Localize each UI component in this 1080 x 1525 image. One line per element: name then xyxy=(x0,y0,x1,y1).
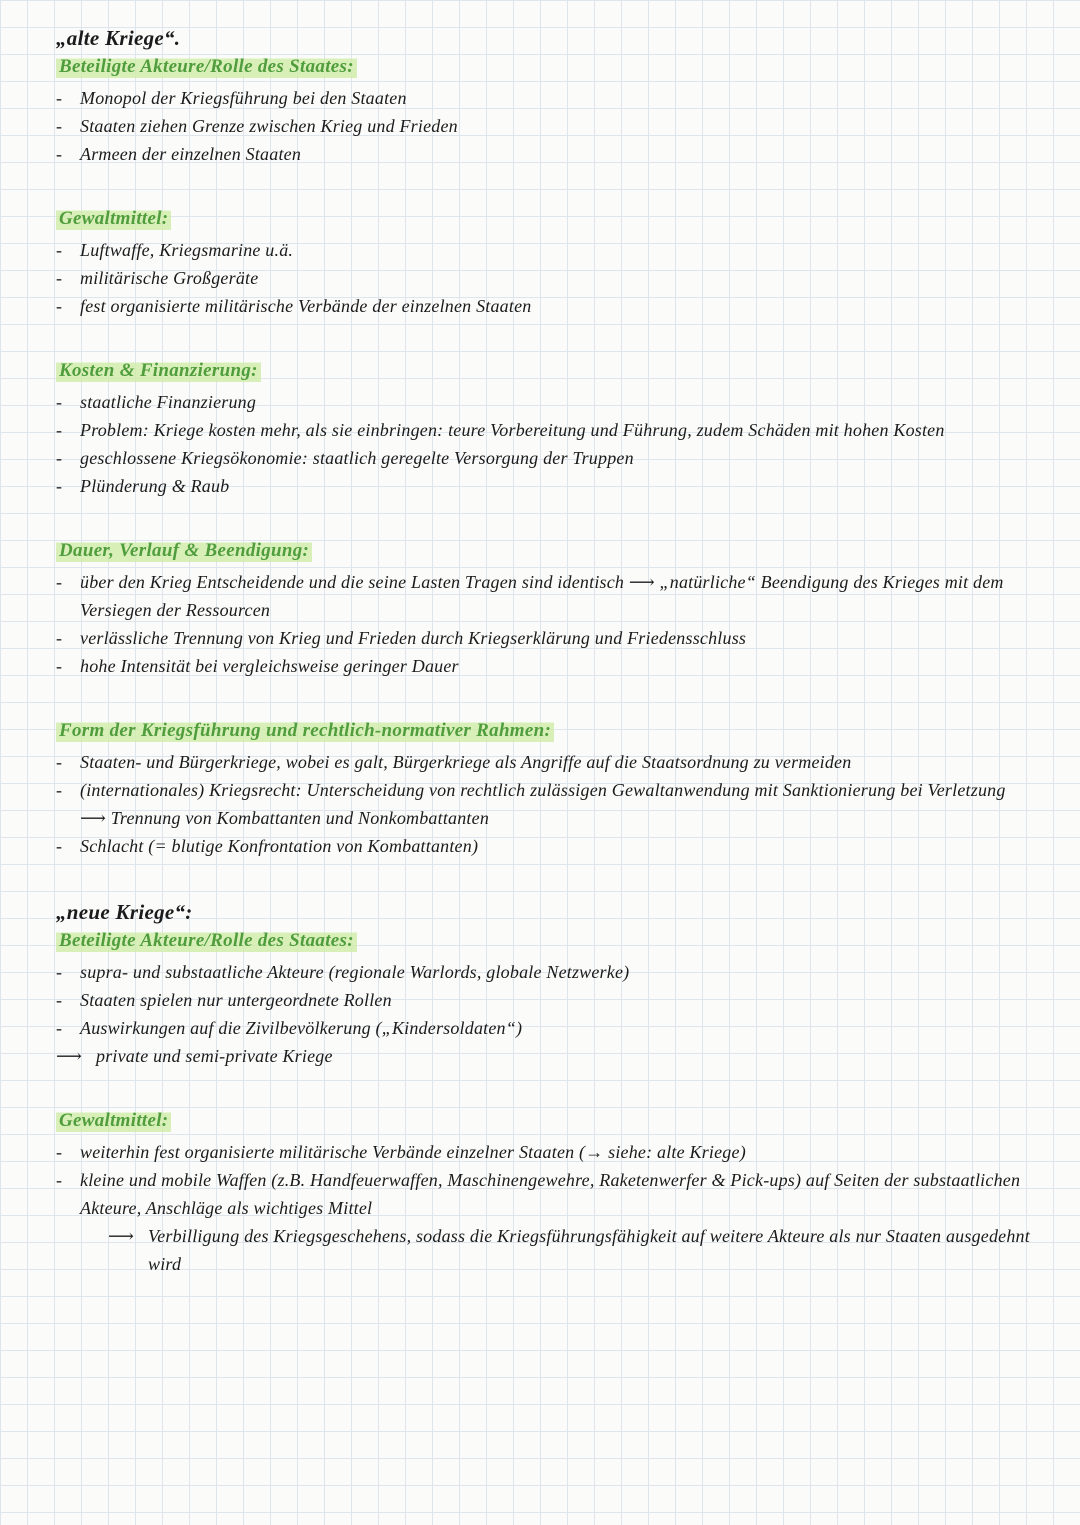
item-marker: - xyxy=(56,1142,63,1162)
note-title-alte-kriege: „alte Kriege“. xyxy=(56,26,181,50)
item-text: Staaten spielen nur untergeordnete Rollen xyxy=(80,990,392,1010)
item-text: private und semi-private Kriege xyxy=(96,1046,333,1066)
note-item xyxy=(56,84,1036,112)
item-text: Armeen der einzelnen Staaten xyxy=(80,144,302,164)
note-item xyxy=(56,292,1036,320)
section-form-der-kriegsfuehrung xyxy=(56,718,1036,860)
item-text: Staaten- und Bürgerkriege, wobei es galt, Bürgerkriege als Angriffe auf die Staatsordnung zu vermeiden xyxy=(80,752,852,772)
item-marker: - xyxy=(56,836,63,856)
note-title-neue-kriege: „neue Kriege“: xyxy=(56,900,193,924)
item-text: Verbilligung des Kriegsgeschehens, sodass die Kriegsführungsfähigkeit auf weitere Akteure als nur Staaten ausgedehnt wird xyxy=(148,1226,1030,1274)
section-heading: Form der Kriegsführung und rechtlich-normativer Rahmen: xyxy=(56,718,554,744)
section-kosten-finanzierung xyxy=(56,358,1036,500)
item-text: über den Krieg Entscheidende und die seine Lasten Tragen sind identisch ⟶ „natürliche“ Beendigung des Krieges mit dem Versiegen der Ressourcen xyxy=(80,572,1004,620)
note-item xyxy=(56,1014,1036,1042)
item-marker: - xyxy=(56,752,63,772)
item-text: Staaten ziehen Grenze zwischen Krieg und Frieden xyxy=(80,116,458,136)
note-item xyxy=(56,472,1036,500)
note-item xyxy=(56,388,1036,416)
item-marker: - xyxy=(56,780,63,800)
item-text: staatliche Finanzierung xyxy=(80,392,257,412)
arrow-marker: ⟶ xyxy=(56,1046,83,1066)
item-text: hohe Intensität bei vergleichsweise geringer Dauer xyxy=(80,656,459,676)
item-text: verlässliche Trennung von Krieg und Frieden durch Kriegserklärung und Friedensschluss xyxy=(80,628,747,648)
note-item xyxy=(56,1166,1036,1222)
item-marker: - xyxy=(56,240,63,260)
item-text: Plünderung & Raub xyxy=(80,476,230,496)
item-marker: - xyxy=(56,268,63,288)
note-item xyxy=(56,264,1036,292)
section-heading: Gewaltmittel: xyxy=(56,206,171,232)
note-item xyxy=(56,624,1036,652)
note-item xyxy=(56,958,1036,986)
note-item-arrow xyxy=(56,1042,1036,1070)
item-text: geschlossene Kriegsökonomie: staatlich geregelte Versorgung der Truppen xyxy=(80,448,634,468)
item-marker: - xyxy=(56,116,63,136)
section-heading: Kosten & Finanzierung: xyxy=(56,358,261,384)
item-marker: - xyxy=(56,144,63,164)
item-marker: - xyxy=(56,1018,63,1038)
item-text: militärische Großgeräte xyxy=(80,268,259,288)
note-item xyxy=(56,1138,1036,1166)
section-heading: Dauer, Verlauf & Beendigung: xyxy=(56,538,312,564)
note-item xyxy=(56,444,1036,472)
note-item xyxy=(56,416,1036,444)
item-marker: - xyxy=(56,476,63,496)
item-text: supra- und substaatliche Akteure (regionale Warlords, globale Netzwerke) xyxy=(80,962,630,982)
item-marker: - xyxy=(56,990,63,1010)
section-alte-kriege-akteure xyxy=(56,24,1036,168)
note-item xyxy=(56,652,1036,680)
item-marker: - xyxy=(56,296,63,316)
arrow-marker: ⟶ xyxy=(108,1226,135,1246)
item-text: weiterhin fest organisierte militärische Verbände einzelner Staaten (→ siehe: alte Kriege) xyxy=(80,1142,746,1162)
section-dauer-verlauf-beendigung xyxy=(56,538,1036,680)
item-text: Monopol der Kriegsführung bei den Staaten xyxy=(80,88,407,108)
item-text: fest organisierte militärische Verbände der einzelnen Staaten xyxy=(80,296,532,316)
note-item xyxy=(56,986,1036,1014)
section-neue-kriege-akteure xyxy=(56,898,1036,1070)
item-text: (internationales) Kriegsrecht: Unterscheidung von rechtlich zulässigen Gewaltanwendung mit Sanktionierung bei Verletzung ⟶ Trennung von Kombattanten und Nonkombattanten xyxy=(80,780,1006,828)
note-item xyxy=(56,140,1036,168)
note-item xyxy=(56,568,1036,624)
item-marker: - xyxy=(56,88,63,108)
item-marker: - xyxy=(56,1170,63,1190)
item-text: Luftwaffe, Kriegsmarine u.ä. xyxy=(80,240,294,260)
section-alte-kriege-gewaltmittel xyxy=(56,206,1036,320)
item-text: Schlacht (= blutige Konfrontation von Kombattanten) xyxy=(80,836,479,856)
note-item xyxy=(56,748,1036,776)
item-marker: - xyxy=(56,448,63,468)
section-heading: Gewaltmittel: xyxy=(56,1108,171,1134)
section-heading: Beteiligte Akteure/Rolle des Staates: xyxy=(56,54,357,80)
note-item xyxy=(56,832,1036,860)
section-neue-kriege-gewaltmittel xyxy=(56,1108,1036,1278)
item-marker: - xyxy=(56,572,63,592)
note-item xyxy=(56,776,1036,832)
note-item xyxy=(56,112,1036,140)
item-text: Problem: Kriege kosten mehr, als sie einbringen: teure Vorbereitung und Führung, zudem Schäden mit hohen Kosten xyxy=(80,420,945,440)
item-text: Auswirkungen auf die Zivilbevölkerung („Kindersoldaten“) xyxy=(80,1018,523,1038)
item-marker: - xyxy=(56,392,63,412)
item-marker: - xyxy=(56,628,63,648)
item-marker: - xyxy=(56,962,63,982)
note-item-arrow xyxy=(108,1222,1036,1278)
note-item xyxy=(56,236,1036,264)
item-marker: - xyxy=(56,656,63,676)
section-heading: Beteiligte Akteure/Rolle des Staates: xyxy=(56,928,357,954)
item-marker: - xyxy=(56,420,63,440)
item-text: kleine und mobile Waffen (z.B. Handfeuerwaffen, Maschinengewehre, Raketenwerfer & Pick-ups) auf Seiten der substaatlichen Akteure, Anschläge als wichtiges Mittel xyxy=(80,1170,1021,1218)
